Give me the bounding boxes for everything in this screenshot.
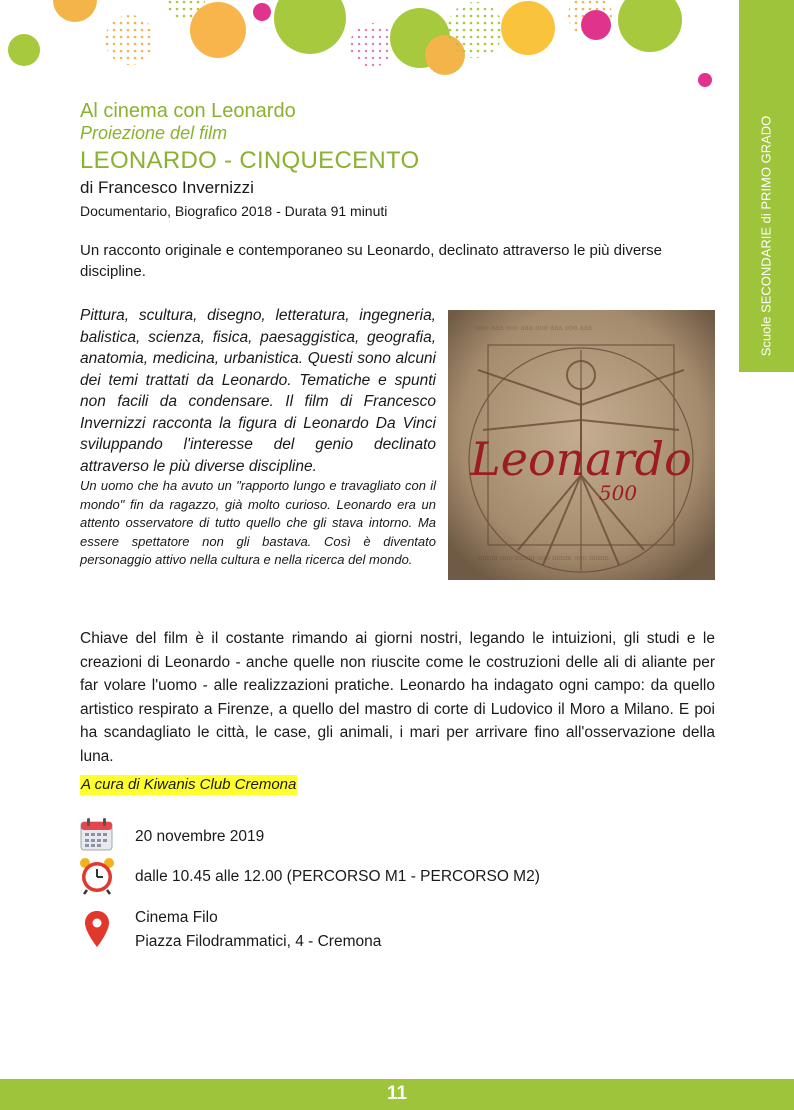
intro-text: Un racconto originale e contemporaneo su Leonardo, declinato attraverso le più diverse discipline. [80, 242, 663, 280]
description-detail: Un uomo che ha avuto un "rapporto lungo e travagliato con il mondo" fin da ragazzo, già molto curioso. Leonardo era un attento osservatore di tutto quello che gli stava intorno. Ma essere spettatore non gli bastava. Così è diventato personaggio attivo nella cultura e nella ricerca del mondo. [80, 478, 436, 567]
event-time: dalle 10.45 alle 12.00 (PERCORSO M1 - PERCORSO M2) [135, 868, 540, 885]
description-main: Pittura, scultura, disegno, letteratura, ingegneria, balistica, scienza, fisica, paesaggistica, geografia, anatomia, medicina, urbanistica. Questi sono alcuni dei temi trattati da Leonardo. Tematiche e spunti non facili da condensare. Il film di Francesco Invernizzi racconta la figura di Leonardo Da Vinci sviluppando l'interesse del genio declinato attraverso le più diverse discipline. [80, 307, 436, 475]
page-footer [0, 1079, 794, 1110]
poster-number: 500 [598, 481, 638, 505]
credit-highlight: A cura di Kiwanis Club Cremona [81, 776, 297, 793]
event-subtitle: Proiezione del film [80, 123, 228, 143]
calendar-icon [80, 817, 113, 851]
event-header [80, 100, 720, 220]
map-pin-icon [84, 910, 110, 948]
section-label: Scuole SECONDARIE di PRIMO GRADO [758, 115, 774, 357]
event-title: Al cinema con Leonardo [80, 100, 296, 122]
svg-text:ooo aaa ooo aaa ooo aaa ooo aa: ooo aaa ooo aaa ooo aaa ooo aaa [476, 324, 593, 332]
event-venue: Cinema Filo [135, 909, 218, 926]
body-paragraph: Chiave del film è il costante rimando ai giorni nostri, legando le intuizioni, gli studi e le creazioni di Leonardo - anche quelle non riuscite come le costruzioni delle ali di aliante per far volare l'uomo - alle realizzazioni pratiche. Leonardo ha indagato ogni campo: da quello artistico respirato a Firenze, a quello del mastro di corte di Ludovico il Moro a Milano. E poi ha scandagliato le città, le case, gli animali, i mari per arrivare fino all'osservazione della luna. [80, 630, 715, 765]
description-italic [80, 305, 436, 570]
film-poster-image [448, 310, 715, 580]
svg-text:mmm ooo mmm ooo mmm ooo mmm: mmm ooo mmm ooo mmm ooo mmm [478, 554, 609, 562]
section-side-tab [739, 0, 794, 372]
film-title: LEONARDO - CINQUECENTO [80, 147, 420, 174]
poster-title: Leonardo [470, 432, 692, 486]
alarm-clock-icon [79, 857, 115, 895]
event-date: 20 novembre 2019 [135, 828, 265, 845]
event-address: Piazza Filodrammatici, 4 - Cremona [135, 933, 382, 950]
film-author: di Francesco Invernizzi [80, 178, 254, 197]
film-meta: Documentario, Biografico 2018 - Durata 91 minuti [80, 203, 388, 219]
page-number: 11 [386, 1083, 408, 1104]
decorative-circles [0, 0, 740, 100]
